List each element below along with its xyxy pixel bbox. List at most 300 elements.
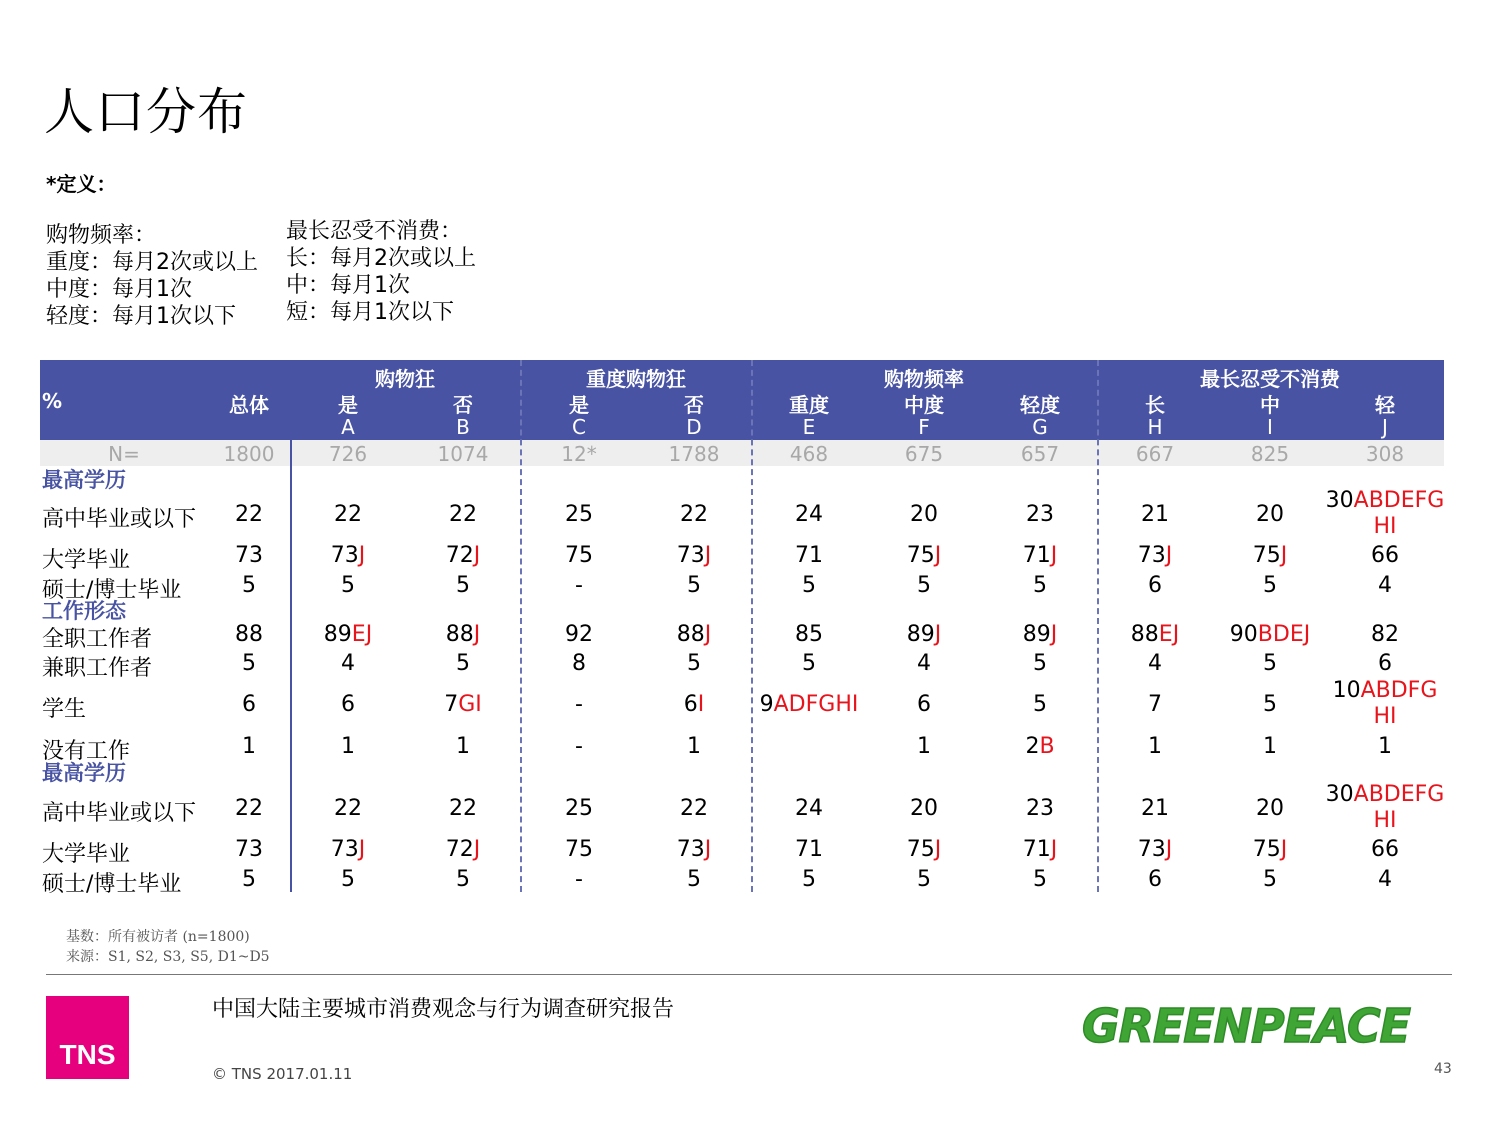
table-cell <box>910 502 938 528</box>
cell-value: 1 <box>456 734 470 759</box>
cell-value: 5 <box>1033 573 1047 598</box>
cell-value: 5 <box>1263 867 1277 892</box>
cell-value: 24 <box>795 796 823 821</box>
column-header: 是 <box>338 393 358 417</box>
cell-value: 71 <box>1022 543 1051 568</box>
table-cell <box>1253 543 1288 569</box>
sample-size-value: 825 <box>1250 442 1290 466</box>
sample-size-value: 657 <box>1020 442 1060 466</box>
table-cell <box>802 867 816 893</box>
cell-value: 75 <box>906 837 935 862</box>
greenpeace-logo <box>1080 996 1415 1054</box>
significance-letters: J <box>704 622 712 647</box>
table-cell <box>1326 488 1445 540</box>
cell-value: 88 <box>235 622 263 647</box>
cell-value: 4 <box>341 651 355 676</box>
column-letter: E <box>802 415 816 439</box>
cell-value: - <box>575 734 583 759</box>
cell-value: 89 <box>323 622 352 647</box>
column-letter: H <box>1147 415 1163 439</box>
definition-line: 购物频率： <box>46 223 157 248</box>
cell-value: 23 <box>1026 796 1054 821</box>
definition-line: 最长忍受不消费： <box>286 219 463 244</box>
significance-letters: B <box>1039 734 1055 759</box>
footer-rule <box>46 974 1452 975</box>
table-cell <box>456 573 470 599</box>
table-cell <box>677 837 712 863</box>
base-footnote: 基数：所有被访者 (n=1800) <box>66 929 250 945</box>
column-group-header: 购物频率 <box>884 367 964 391</box>
significance-letters: EJ <box>1158 622 1180 647</box>
table-cell <box>1378 651 1392 677</box>
table-cell <box>1033 692 1047 718</box>
row-label: 大学毕业 <box>42 842 131 867</box>
cell-value: 21 <box>1141 796 1169 821</box>
cell-value: 71 <box>795 837 823 862</box>
table-cell <box>456 651 470 677</box>
table-cell <box>1371 622 1399 648</box>
table-cell <box>1148 867 1162 893</box>
table-cell <box>341 692 355 718</box>
row-label: 学生 <box>42 697 87 722</box>
cell-value: 5 <box>341 573 355 598</box>
table-cell <box>1378 867 1392 893</box>
cell-value: 22 <box>680 502 708 527</box>
cell-value: 5 <box>1033 651 1047 676</box>
cell-value: 75 <box>565 837 593 862</box>
table-cell <box>1148 692 1162 718</box>
cell-value: 92 <box>565 622 593 647</box>
table-cell <box>1138 837 1173 863</box>
table-cell <box>1023 543 1058 569</box>
significance-letters: J <box>358 543 366 568</box>
table-cell <box>677 543 712 569</box>
table-cell <box>1131 622 1179 648</box>
column-header: 否 <box>453 393 473 417</box>
section-title: 最高学历 <box>42 468 126 492</box>
cell-value: 71 <box>795 543 823 568</box>
column-header: 中 <box>1260 393 1280 417</box>
cell-value: 90 <box>1229 622 1258 647</box>
section-title: 工作形态 <box>42 599 126 623</box>
cell-value: 5 <box>687 867 701 892</box>
significance-letters: J <box>1165 543 1173 568</box>
table-cell <box>687 651 701 677</box>
significance-letters: ABDEFG <box>1353 782 1445 807</box>
cell-value: - <box>575 867 583 892</box>
cell-value: 73 <box>235 837 263 862</box>
column-letter: B <box>456 415 470 439</box>
column-letter: F <box>918 415 930 439</box>
column-letter: J <box>1382 415 1388 439</box>
significance-letters: J <box>473 543 481 568</box>
cell-value: 5 <box>1263 573 1277 598</box>
table-cell <box>341 867 355 893</box>
definition-shopping-frequency <box>46 222 258 330</box>
cell-value: 5 <box>1033 692 1047 717</box>
sample-size-value: 675 <box>904 442 944 466</box>
definition-line: 长：每月2次或以上 <box>286 246 476 271</box>
table-cell <box>1326 782 1445 834</box>
table-cell <box>1253 837 1288 863</box>
definition-line: 中度：每月1次 <box>46 277 192 302</box>
page-number: 43 <box>1434 1061 1452 1077</box>
sample-size-value: 468 <box>789 442 829 466</box>
percent-label: % <box>42 389 63 413</box>
table-cell <box>565 543 593 569</box>
table-cell <box>917 651 931 677</box>
cell-value: 22 <box>449 796 477 821</box>
significance-letters: HI <box>1373 808 1397 833</box>
column-letter: I <box>1267 415 1273 439</box>
cell-value: 1 <box>242 734 256 759</box>
cell-value: 20 <box>1256 796 1284 821</box>
source-footnote: 来源：S1, S2, S3, S5, D1~D5 <box>66 949 270 965</box>
table-cell <box>910 796 938 822</box>
cell-value: 30 <box>1325 782 1354 807</box>
table-cell <box>242 734 256 760</box>
cell-value: 5 <box>456 573 470 598</box>
column-letter: A <box>341 415 355 439</box>
table-cell <box>1256 796 1284 822</box>
cell-value: 73 <box>676 837 705 862</box>
cell-value: 73 <box>330 837 359 862</box>
table-cell <box>1371 837 1399 863</box>
cell-value: 22 <box>235 796 263 821</box>
significance-letters: J <box>1280 837 1288 862</box>
row-label: 全职工作者 <box>42 627 153 652</box>
cell-value: 75 <box>906 543 935 568</box>
table-cell <box>677 622 712 648</box>
cell-value: 5 <box>456 651 470 676</box>
table-cell <box>795 502 823 528</box>
table-cell <box>1333 678 1438 730</box>
significance-letters: I <box>697 692 705 717</box>
cell-value: 6 <box>242 692 256 717</box>
column-header: 是 <box>569 393 589 417</box>
cell-value: 20 <box>910 796 938 821</box>
cell-value: 5 <box>802 573 816 598</box>
cell-value: 89 <box>906 622 935 647</box>
significance-letters: J <box>1050 543 1058 568</box>
table-cell <box>917 734 931 760</box>
table-cell <box>235 502 263 528</box>
table-cell <box>334 796 362 822</box>
cell-value: 5 <box>917 867 931 892</box>
table-cell <box>456 867 470 893</box>
cell-value: 73 <box>1137 837 1166 862</box>
sample-size-value: 1074 <box>437 442 489 466</box>
cell-value: 1 <box>1148 734 1162 759</box>
cell-value: 22 <box>334 502 362 527</box>
table-cell <box>1148 734 1162 760</box>
table-cell <box>242 692 256 718</box>
column-group-divider <box>1097 360 1099 892</box>
table-cell <box>1371 543 1399 569</box>
definition-line: 重度：每月2次或以上 <box>46 250 258 275</box>
table-cell <box>575 734 583 760</box>
cell-value: 22 <box>449 502 477 527</box>
table-cell <box>1378 573 1392 599</box>
definition-abstinence <box>286 218 476 326</box>
table-cell <box>446 622 481 648</box>
table-cell <box>680 502 708 528</box>
table-cell <box>907 543 942 569</box>
cell-value: 7 <box>1148 692 1162 717</box>
cell-value: 6 <box>683 692 698 717</box>
cell-value: 24 <box>795 502 823 527</box>
cell-value: 4 <box>1378 867 1392 892</box>
cell-value: 6 <box>917 692 931 717</box>
column-header: 重度 <box>789 393 829 417</box>
cell-value: 5 <box>1263 692 1277 717</box>
cell-value: 66 <box>1371 837 1399 862</box>
cell-value: 22 <box>680 796 708 821</box>
table-cell <box>687 573 701 599</box>
cell-value: 30 <box>1325 488 1354 513</box>
cell-value: 73 <box>330 543 359 568</box>
table-cell <box>1263 867 1277 893</box>
table-cell <box>917 573 931 599</box>
cell-value: 73 <box>676 543 705 568</box>
table-cell <box>572 651 586 677</box>
significance-letters: J <box>934 837 942 862</box>
cell-value: 6 <box>1148 867 1162 892</box>
table-cell <box>331 543 366 569</box>
cell-value: 5 <box>1033 867 1047 892</box>
table-cell <box>1141 796 1169 822</box>
cell-value: 71 <box>1022 837 1051 862</box>
table-cell <box>1263 734 1277 760</box>
table-cell <box>1263 651 1277 677</box>
sample-size-value: 1788 <box>668 442 720 466</box>
tns-logo <box>46 996 129 1079</box>
column-header: 中度 <box>904 393 944 417</box>
table-cell <box>917 867 931 893</box>
row-label: 高中毕业或以下 <box>42 801 197 826</box>
table-cell <box>324 622 372 648</box>
sample-size-value: 12* <box>561 442 597 466</box>
significance-letters: GI <box>458 692 482 717</box>
cell-value: 73 <box>235 543 263 568</box>
definition-heading: *定义： <box>46 172 117 196</box>
row-label: 兼职工作者 <box>42 656 153 681</box>
column-group-header: 购物狂 <box>375 367 435 391</box>
table-cell <box>444 692 482 718</box>
table-cell <box>575 692 583 718</box>
table-cell <box>1033 651 1047 677</box>
cell-value: 5 <box>687 573 701 598</box>
cell-value: 4 <box>1148 651 1162 676</box>
cell-value: 6 <box>1148 573 1162 598</box>
cell-value: 5 <box>687 651 701 676</box>
cell-value: 23 <box>1026 502 1054 527</box>
cell-value: 82 <box>1371 622 1399 647</box>
significance-letters: J <box>358 837 366 862</box>
table-cell <box>795 796 823 822</box>
row-label: 高中毕业或以下 <box>42 507 197 532</box>
column-header: 轻 <box>1375 393 1395 417</box>
column-header: 长 <box>1145 393 1165 417</box>
table-cell <box>235 543 263 569</box>
table-cell <box>1148 573 1162 599</box>
table-cell <box>907 837 942 863</box>
table-cell <box>235 796 263 822</box>
cell-value: 22 <box>334 796 362 821</box>
table-cell <box>802 651 816 677</box>
significance-letters: BDEJ <box>1257 622 1311 647</box>
table-cell <box>575 867 583 893</box>
cell-value: 73 <box>1137 543 1166 568</box>
definition-line: 短：每月1次以下 <box>286 300 454 325</box>
significance-letters: J <box>473 622 481 647</box>
column-group-divider <box>751 360 753 892</box>
column-header: 轻度 <box>1020 393 1060 417</box>
greenpeace-logo-text: GREENPEACE <box>1082 999 1411 1053</box>
table-cell <box>795 622 823 648</box>
cell-value: - <box>575 692 583 717</box>
cell-value: 5 <box>802 651 816 676</box>
significance-letters: ABDFG <box>1360 678 1438 703</box>
table-cell <box>565 502 593 528</box>
significance-letters: J <box>934 543 942 568</box>
significance-letters: EJ <box>351 622 373 647</box>
cell-value: 4 <box>917 651 931 676</box>
cell-value: 75 <box>1252 837 1281 862</box>
cell-value: 5 <box>341 867 355 892</box>
cell-value: 7 <box>444 692 459 717</box>
table-cell <box>684 692 705 718</box>
sample-size-value: 667 <box>1135 442 1175 466</box>
cell-value: 1 <box>687 734 701 759</box>
tns-logo-text: TNS <box>59 1039 116 1070</box>
cell-value: 22 <box>235 502 263 527</box>
table-cell <box>687 734 701 760</box>
table-cell <box>456 734 470 760</box>
table-cell <box>680 796 708 822</box>
table-cell <box>565 837 593 863</box>
table-cell <box>242 867 256 893</box>
sample-size-value: 1800 <box>223 442 275 466</box>
cell-value: 6 <box>341 692 355 717</box>
significance-letters: J <box>704 837 712 862</box>
table-cell <box>449 796 477 822</box>
column-letter: G <box>1032 415 1048 439</box>
table-cell <box>802 573 816 599</box>
cell-value: 75 <box>565 543 593 568</box>
significance-letters: J <box>1050 837 1058 862</box>
cell-value: 88 <box>676 622 705 647</box>
table-cell <box>334 502 362 528</box>
cell-value: 88 <box>1130 622 1159 647</box>
table-cell <box>235 837 263 863</box>
sample-size-value: 308 <box>1365 442 1405 466</box>
table-cell <box>242 651 256 677</box>
cell-value: 2 <box>1025 734 1040 759</box>
page-title: 人口分布 <box>44 83 248 141</box>
cell-value: 5 <box>242 867 256 892</box>
copyright: © TNS 2017.01.11 <box>212 1065 353 1083</box>
table-cell <box>242 573 256 599</box>
table-cell <box>341 573 355 599</box>
significance-letters: J <box>1280 543 1288 568</box>
cell-value: 5 <box>456 867 470 892</box>
significance-letters: J <box>473 837 481 862</box>
significance-letters: ABDEFG <box>1353 488 1445 513</box>
column-group-divider <box>520 360 522 892</box>
cell-value: 25 <box>565 502 593 527</box>
significance-letters: J <box>934 622 942 647</box>
table-cell <box>1263 573 1277 599</box>
table-cell <box>1138 543 1173 569</box>
row-label: 硕士/博士毕业 <box>42 578 182 603</box>
table-cell <box>565 622 593 648</box>
table-cell <box>235 622 263 648</box>
cell-value: 5 <box>242 651 256 676</box>
cell-value: 25 <box>565 796 593 821</box>
table-cell <box>341 651 355 677</box>
significance-letters: HI <box>1373 704 1397 729</box>
definition-line: 中：每月1次 <box>286 273 410 298</box>
table-cell <box>907 622 942 648</box>
report-title: 中国大陆主要城市消费观念与行为调查研究报告 <box>212 997 675 1022</box>
cell-value: 5 <box>242 573 256 598</box>
column-header: 否 <box>684 393 704 417</box>
table-cell <box>795 837 823 863</box>
cell-value: 1 <box>341 734 355 759</box>
column-letter: C <box>572 415 586 439</box>
cell-value: 72 <box>445 543 474 568</box>
sample-size-label: N= <box>108 442 140 466</box>
column-letter: D <box>686 415 702 439</box>
sample-size-value: 726 <box>328 442 368 466</box>
column-group-header: 重度购物狂 <box>586 367 686 391</box>
cell-value: 5 <box>802 867 816 892</box>
cell-value: 85 <box>795 622 823 647</box>
table-cell <box>575 573 583 599</box>
significance-letters: ADFGHI <box>773 692 859 717</box>
table-cell <box>1230 622 1310 648</box>
cell-value: 20 <box>1256 502 1284 527</box>
significance-letters: HI <box>1373 514 1397 539</box>
total-header: 总体 <box>229 393 269 417</box>
cell-value: 88 <box>445 622 474 647</box>
row-label: 硕士/博士毕业 <box>42 872 182 897</box>
table-cell <box>1023 837 1058 863</box>
table-cell <box>687 867 701 893</box>
cell-value: 66 <box>1371 543 1399 568</box>
cell-value: 5 <box>917 573 931 598</box>
table-cell <box>1033 867 1047 893</box>
table-cell <box>1026 796 1054 822</box>
table-cell <box>1141 502 1169 528</box>
column-group-header: 最长忍受不消费 <box>1200 367 1340 391</box>
table-cell <box>341 734 355 760</box>
significance-letters: J <box>704 543 712 568</box>
table-cell <box>449 502 477 528</box>
cell-value: 72 <box>445 837 474 862</box>
total-column-divider <box>290 360 292 892</box>
table-cell <box>1148 651 1162 677</box>
table-cell <box>565 796 593 822</box>
section-title: 最高学历 <box>42 761 126 785</box>
significance-letters: J <box>1165 837 1173 862</box>
cell-value: 89 <box>1022 622 1051 647</box>
table-cell <box>331 837 366 863</box>
table-cell <box>795 543 823 569</box>
cell-value: 1 <box>1378 734 1392 759</box>
table-cell <box>1263 692 1277 718</box>
